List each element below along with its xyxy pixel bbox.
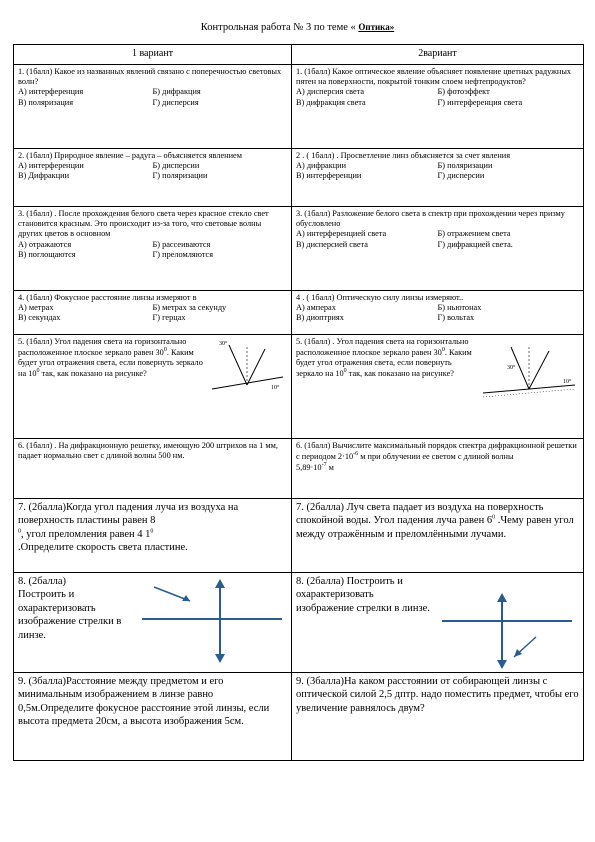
title-topic: Оптика» — [358, 22, 395, 32]
question-cell — [14, 438, 292, 498]
question-row — [14, 438, 584, 498]
question-cell — [292, 498, 584, 572]
variant-1-header: 1 вариант — [14, 45, 292, 65]
reflected-ray — [529, 351, 549, 389]
answer-option: Б) ньютонах — [437, 302, 482, 312]
question-cell — [14, 672, 292, 760]
question-cell — [14, 334, 292, 438]
question-text: 2. (1балл) Природное явление – радуга – объясняется явлением — [18, 150, 242, 160]
question-row — [14, 334, 584, 438]
answer-option: Б) метрах за секунду — [152, 302, 227, 312]
lens-arrow-bottom — [215, 654, 225, 663]
answer-option: А) дисперсия света — [296, 87, 365, 97]
answer-option: Г) вольтах — [437, 313, 475, 323]
answer-option: А) дифракции — [296, 160, 347, 170]
question-row — [14, 206, 584, 290]
question-text: 8. (2балла) Построить и охарактеризовать изображение стрелки в линзе. — [296, 575, 430, 614]
question-text: 3. (1балл) Разложение белого света в спектр при прохождении через призму обусловлено — [296, 208, 565, 228]
question-row — [14, 498, 584, 572]
question-cell — [14, 290, 292, 334]
answer-option: А) отражаются — [18, 239, 72, 249]
question-text: 8. (2балла) Построить и охарактеризовать изображение стрелки в линзе. — [18, 575, 122, 642]
answer-option: Б) отражением света — [437, 229, 511, 239]
question-cell — [292, 334, 584, 438]
answer-option: В) диоптриях — [296, 313, 344, 323]
question-text: 4 . ( 1балл) Оптическую силу линзы измеряют.. — [296, 292, 464, 302]
answer-option: А) интерференция — [18, 87, 84, 97]
question-text: 5. (1балл) . Угол падения света на горизонтально расположенное плоское зеркало равен $30^0$. Каким будет угол отражения света, если повернуть зеркало на $10^0$ так, как показано на рисунке? — [296, 336, 472, 379]
answer-option: Б) дисперсии — [152, 160, 200, 170]
answer-option: В) поглощаются — [18, 249, 76, 259]
title-text: Контрольная работа № 3 по теме « — [200, 22, 356, 33]
question-row — [14, 672, 584, 760]
question-text: 5. (1балл) Угол падения света на горизонтально расположенное плоское зеркало равен $30^0$. Каким будет угол отражения света, если повернуть зеркало на $10^0$ так, как показано на рисунке? — [18, 336, 203, 379]
answer-option: Г) дисперсия — [152, 97, 199, 107]
angle-label: 30° — [507, 364, 516, 371]
incident-ray — [229, 345, 247, 385]
answer-option: А) интерференции — [18, 160, 84, 170]
question-cell — [292, 290, 584, 334]
question-cell — [292, 572, 584, 672]
answer-option: В) поляризация — [18, 97, 74, 107]
question-cell — [292, 438, 584, 498]
question-cell — [14, 64, 292, 148]
question-text: 9. (3балла)На каком расстоянии от собирающей линзы с оптической силой 2,5 дптр. надо поместить предмет, чтобы его увеличение равнялось двум? — [296, 675, 579, 714]
answer-option: В) секундах — [18, 313, 61, 323]
question-cell — [14, 572, 292, 672]
answer-option: Г) преломляются — [152, 249, 214, 259]
answer-option: Б) рассеиваются — [152, 239, 211, 249]
angle-label: 10° — [271, 384, 280, 391]
lens-diagram — [442, 593, 572, 673]
variant-2-header: 2вариант — [292, 45, 584, 65]
question-cell — [14, 498, 292, 572]
answer-option: В) интерференции — [296, 171, 362, 181]
answer-option: В) дисперсией света — [296, 239, 368, 249]
reflected-ray — [247, 349, 265, 385]
angle-label: 30° — [219, 340, 228, 347]
question-text: 1. (1балл) Какое из названных явлений связано с поперечностью световых волн? — [18, 66, 282, 86]
answer-option: Б) дифракция — [152, 87, 201, 97]
question-row — [14, 572, 584, 672]
question-cell — [14, 148, 292, 206]
question-text: 9. (3балла)Расстояние между предметом и его минимальным изображением в линзе равно 0,5м.Определите фокусное расстояние этой линзы, если высота предмета 20см, а высота изображения 5см. — [18, 675, 270, 728]
question-text: 4. (1балл) Фокусное расстояние линзы измеряют в — [18, 292, 197, 302]
question-cell — [292, 206, 584, 290]
answer-option: А) амперах — [296, 302, 336, 312]
question-row — [14, 290, 584, 334]
answer-option: А) интерференцией света — [296, 229, 387, 239]
answer-option: Г) дисперсии — [437, 171, 485, 181]
angle-label: 10° — [563, 378, 572, 385]
question-cell — [14, 206, 292, 290]
question-text: 7. (2балла) Луч света падает из воздуха на поверхность спокойной воды. Угол падения луча равен $6^0$ .Чему равен угол между отражённым и преломлёнными лучами. — [296, 501, 574, 540]
answer-option: Г) дифракцией света. — [437, 239, 513, 249]
answer-option: Б) поляризации — [437, 160, 493, 170]
answer-option: Г) герцах — [152, 313, 186, 323]
answer-option: Г) поляризации — [152, 171, 208, 181]
mirror-hatch — [483, 389, 575, 397]
test-table — [13, 44, 584, 761]
answer-option: В) дифракция света — [296, 97, 366, 107]
question-text: 6. (1балл) . На дифракционную решетку, имеющую 200 штрихов на 1 мм, падает нормально свет с длиной волны 500 нм. — [18, 440, 278, 460]
question-row — [14, 64, 584, 148]
question-row — [14, 148, 584, 206]
answer-option: А) метрах — [18, 302, 54, 312]
question-text: 6. (1балл) Вычислите максимальный порядок спектра дифракционной решетки с периодом $2\cdot 10^{-6}$ м при облучении ее светом с длиной волны $5,89\cdot 10^{-7}$ м — [296, 440, 577, 472]
question-text: 1. (1балл) Какое оптическое явление объясняет появление цветных радужных пятен на поверхности, покрытой тонким слоем нефтепродуктов? — [296, 66, 572, 86]
question-text: 7. (2балла)Когда угол падения луча из воздуха на поверхность пластины равен 8 $^0$, угол преломления равен 4 $1^0$ .Определите скорость света пластине. — [18, 501, 239, 554]
answer-option: Б) фотоэффект — [437, 87, 490, 97]
lens-arrow-top — [215, 579, 225, 588]
question-text: 2 . ( 1балл) . Просветление линз объясняется за счет явления — [296, 150, 511, 160]
question-text: 3. (1балл) . После прохождения белого света через красное стекло свет становится красным. Это происходит из-за того, что световые волны других цветов в основном — [18, 208, 269, 239]
page-title — [0, 22, 595, 33]
question-cell — [292, 672, 584, 760]
lens-arrow-bottom — [497, 660, 507, 669]
lens-diagram — [142, 579, 282, 665]
answer-option: В) Дифракции — [18, 171, 70, 181]
lens-arrow-top — [497, 593, 507, 602]
question-cell — [292, 64, 584, 148]
question-cell — [292, 148, 584, 206]
answer-option: Г) интерференция света — [437, 97, 523, 107]
mirror-diagram — [479, 337, 579, 407]
mirror-diagram — [207, 337, 287, 403]
